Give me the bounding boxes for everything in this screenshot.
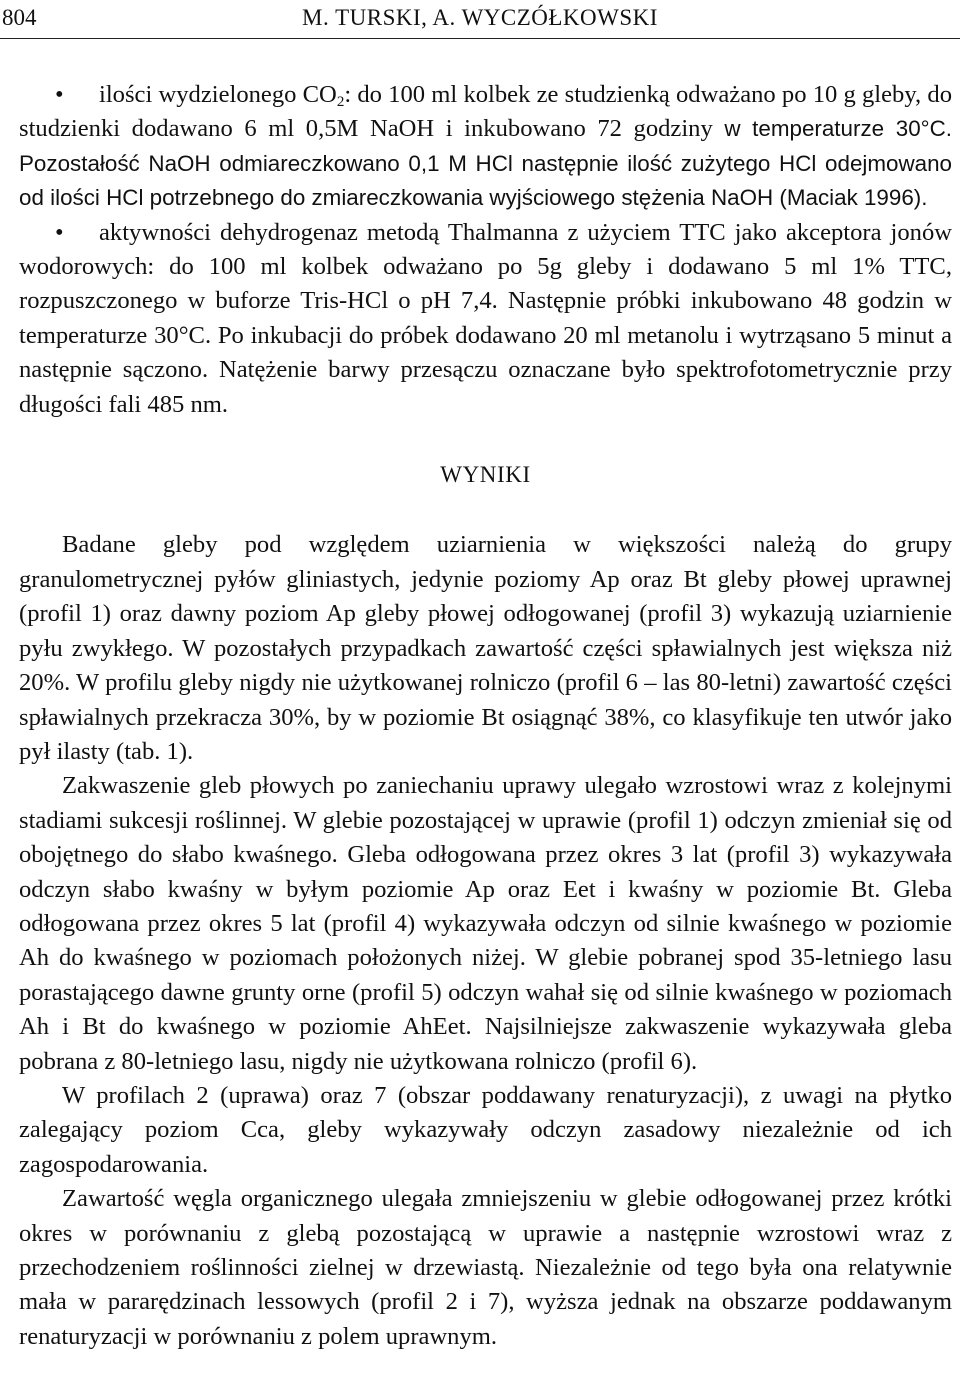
method-bullet-co2 (19, 78, 952, 216)
bullet-icon: • (55, 81, 64, 108)
results-paragraph-4: Zawartość węgla organicznego ulegała zmniejszeniu w glebie odłogowanej przez krótki okres w porównaniu z glebą pozostającą w uprawie a następnie wzrostowi wraz z przechodzeniem roślinności zielnej w drzewiastą. Niezależnie od tego była ona relatywnie mała w pararędzinach lessowych (profil 2 i 7), wyższa jednak na obszarze poddawanym renaturyzacji w porównaniu z polem uprawnym. (19, 1185, 952, 1350)
bullet-co2-text-1: ilości wydzielonego CO (99, 81, 337, 108)
bullet-co2-text-2: : do 100 ml kolbek ze studzienką odważano po 10 g gleby, do studzienki dodawano 6 ml 0,5M NaOH i inkubowano 72 godziny (19, 81, 953, 143)
article-body (19, 78, 952, 1354)
section-heading-results: WYNIKI (440, 462, 531, 488)
bullet-co2-text-3: w temperaturze 30°C. Pozostałość NaOH odmiareczkowano 0,1 M HCl następnie ilość zużytego HCl odejmowano od ilości HCl potrzebnego do zmiareczkowania wyjściowego stężenia NaOH (Maciak 1996). (19, 116, 952, 211)
bullet-dehydrogenase-text: aktywności dehydrogenaz metodą Thalmanna z użyciem TTC jako akceptora jonów wodorowych: do 100 ml kolbek odważano po 5g gleby i dodawano 5 ml 1% TTC, rozpuszczonego w buforze Tris-HCl o pH 7,4. Następnie próbki inkubowano 48 godzin w temperaturze 30°C. Po inkubacji do próbek dodawano 20 ml metanolu i wytrząsano 5 minut a następnie sączono. Natężenie barwy przesączu oznaczane było spektrofotometrycznie przy długości fali 485 nm. (19, 218, 952, 418)
results-paragraph-1: Badane gleby pod względem uziarnienia w większości należą do grupy granulometrycznej pyłów gliniastych, jedynie poziomy Ap oraz Bt gleby płowej uprawnej (profil 1) oraz dawny poziom Ap gleby płowej odłogowanej (profil 3) wykazują uziarnienie pyłu zwykłego. W pozostałych przypadkach zawartość części spławialnych jest większa niż 20%. W profilu gleby nigdy nie użytkowanej rolniczo (profil 6 – las 80-letni) zawartość części spławialnych przekracza 30%, by w poziomie Bt osiągnąć 38%, co klasyfikuje ten utwór jako pył ilasty (tab. 1). (19, 531, 952, 765)
results-paragraph-2: Zakwaszenie gleb płowych po zaniechaniu uprawy ulegało wzrostowi wraz z kolejnymi stadiami sukcesji roślinnej. W glebie pozostającej w uprawie (profil 1) odczyn zmieniał się od obojętnego do słabo kwaśnego. Gleba odłogowana przez okres 3 lat (profil 3) wykazywała odczyn słabo kwaśny w byłym poziomie Ap oraz Eet i kwaśny w poziomie Bt. Gleba odłogowana przez okres 5 lat (profil 4) wykazywała odczyn od silnie kwaśnego w poziomie Ah do kwaśnego w poziomach położonych niżej. W glebie pobranej spod 35-letniego lasu porastającego dawne grunty orne (profil 5) odczyn wahał się od silnie kwaśnego w poziomach Ah i Bt do kwaśnego w poziomie AhEet. Najsilniejsze zakwaszenie wykazywała gleba pobrana z 80-letniego lasu, nigdy nie użytkowana rolniczo (profil 6). (19, 772, 952, 1075)
running-header (0, 0, 960, 39)
bullet-icon: • (55, 218, 64, 246)
bullet-co2-subscript: 2 (336, 94, 345, 110)
method-bullet-dehydrogenase (19, 216, 952, 422)
page-number: 804 (2, 5, 37, 30)
running-head-authors: M. TURSKI, A. WYCZÓŁKOWSKI (302, 5, 658, 30)
results-paragraph-3: W profilach 2 (uprawa) oraz 7 (obszar poddawany renaturyzacji), z uwagi na płytko zalegający poziom Cca, gleby wykazywały odczyn zasadowy niezależnie od ich zagospodarowania. (19, 1081, 952, 1178)
